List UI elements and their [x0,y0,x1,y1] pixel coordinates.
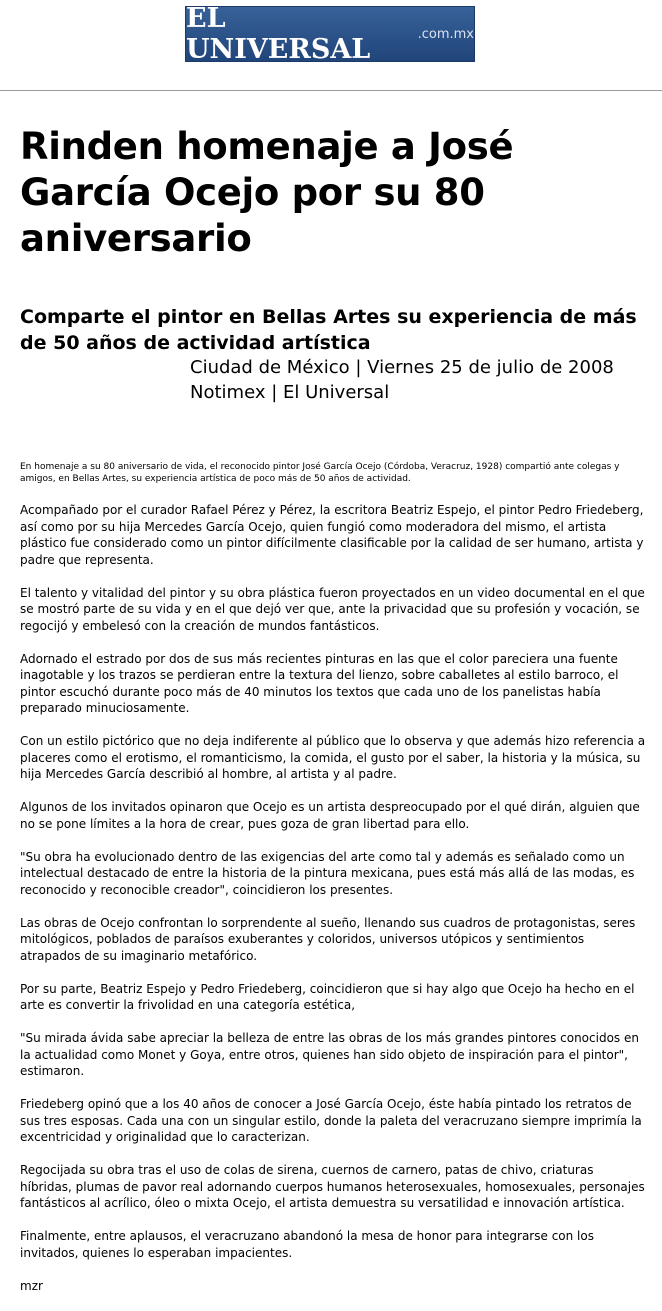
article-body [20,502,648,1311]
author-signature: mzr [20,1278,43,1293]
logo-wordmark: EL UNIVERSAL [186,3,371,65]
header-divider [0,90,662,91]
logo-domain: .com.mx [417,26,474,42]
article-paragraph: Por su parte, Beatriz Espejo y Pedro Friedeberg, coincidieron que si hay algo que Ocejo ha hecho en el arte es convertir la frivolidad en una categoría estética, [20,981,635,1012]
article-paragraph: El talento y vitalidad del pintor y su obra plástica fueron proyectados en un video documental en el que se mostró parte de su vida y en el que dejó ver que, ante la privacidad que su profesión y vocación, se regocijó y embelesó con la creación de mundos fantásticos. [20,585,645,633]
site-logo[interactable] [185,3,475,65]
article-paragraph: "Su mirada ávida sabe apreciar la belleza de entre las obras de los más grandes pintores conocidos en la actualidad como Monet y Goya, entre otros, quienes han sido objeto de inspiración para el pintor", estimaron. [20,1031,639,1078]
article-subhead: Comparte el pintor en Bellas Artes su experiencia de más de 50 años de actividad artística [20,306,637,354]
article-paragraph: "Su obra ha evolucionado dentro de las exigencias del arte como tal y además es señalado como un intelectual destacado de entre la historia de la pintura mexicana, pues está más allá de las modas, es reconocido y reconocible creador", coincidieron los presentes. [20,849,635,897]
article-paragraph: Con un estilo pictórico que no deja indiferente al público que lo observa y que además hizo referencia a placeres como el erotismo, el romanticismo, la comida, el gusto por el saber, la historia y la música, su hija Mercedes García describió al hombre, al artista y al padre. [20,734,646,781]
article-dateline: Ciudad de México | Viernes 25 de julio de 2008 [190,357,614,378]
masthead [0,0,662,92]
article-paragraph: Las obras de Ocejo confrontan lo sorprendente al sueño, llenando sus cuadros de protagonistas, seres mitológicos, poblados de paraísos exuberantes y coloridos, universos utópicos y sentimientos atrapados de su imaginario metafórico. [20,915,636,963]
article-paragraph: Adornado el estrado por dos de sus más recientes pinturas en las que el color pareciera una fuente inagotable y los trazos se perdieran entre la textura del lienzo, sobre caballetes al estilo barroco, el pintor escuchó durante poco más de 40 minutos los textos que cada uno de los panelistas había preparado minuciosamente. [20,651,619,715]
article-paragraph: Regocijada su obra tras el uso de colas de sirena, cuernos de carnero, patas de chivo, criaturas híbridas, plumas de pavor real adornando cuerpos humanos heterosexuales, homosexuales, personajes fantásticos al acrílico, óleo o mixta Ocejo, el artista demuestra su versatilidad e innovación artística. [20,1163,645,1210]
article-paragraph: Finalmente, entre aplausos, el veracruzano abandonó la mesa de honor para integrarse con los invitados, quienes lo esperaban impacientes. [20,1229,594,1260]
article-paragraph: Algunos de los invitados opinaron que Ocejo es un artista despreocupado por el qué dirán, alguien que no se pone límites a la hora de crear, pues goza de gran libertad para ello. [20,800,640,831]
article-headline: Rinden homenaje a José García Ocejo por su 80 aniversario [20,125,514,260]
article-paragraph: Friedeberg opinó que a los 40 años de conocer a José García Ocejo, éste había pintado los retratos de sus tres esposas. Cada una con un singular estilo, donde la paleta del veracruzano siempre imprimía la excentricidad y originalidad que lo caracterizan. [20,1097,642,1144]
article-paragraph: Acompañado por el curador Rafael Pérez y Pérez, la escritora Beatriz Espejo, el pintor Pedro Friedeberg, así como por su hija Mercedes García Ocejo, quien fungió como moderadora del mismo, el artista plástico fue considerado como un pintor difícilmente clasificable por la calidad de ser humano, artista y padre que representa. [20,503,644,567]
article-intro: En homenaje a su 80 aniversario de vida, el reconocido pintor José García Ocejo (Córdoba, Veracruz, 1928) compartió ante colegas y amigos, en Bellas Artes, su experiencia artística de poco más de 50 años de actividad. [20,462,620,484]
article-meta [190,355,630,405]
article-source: Notimex | El Universal [190,382,390,403]
